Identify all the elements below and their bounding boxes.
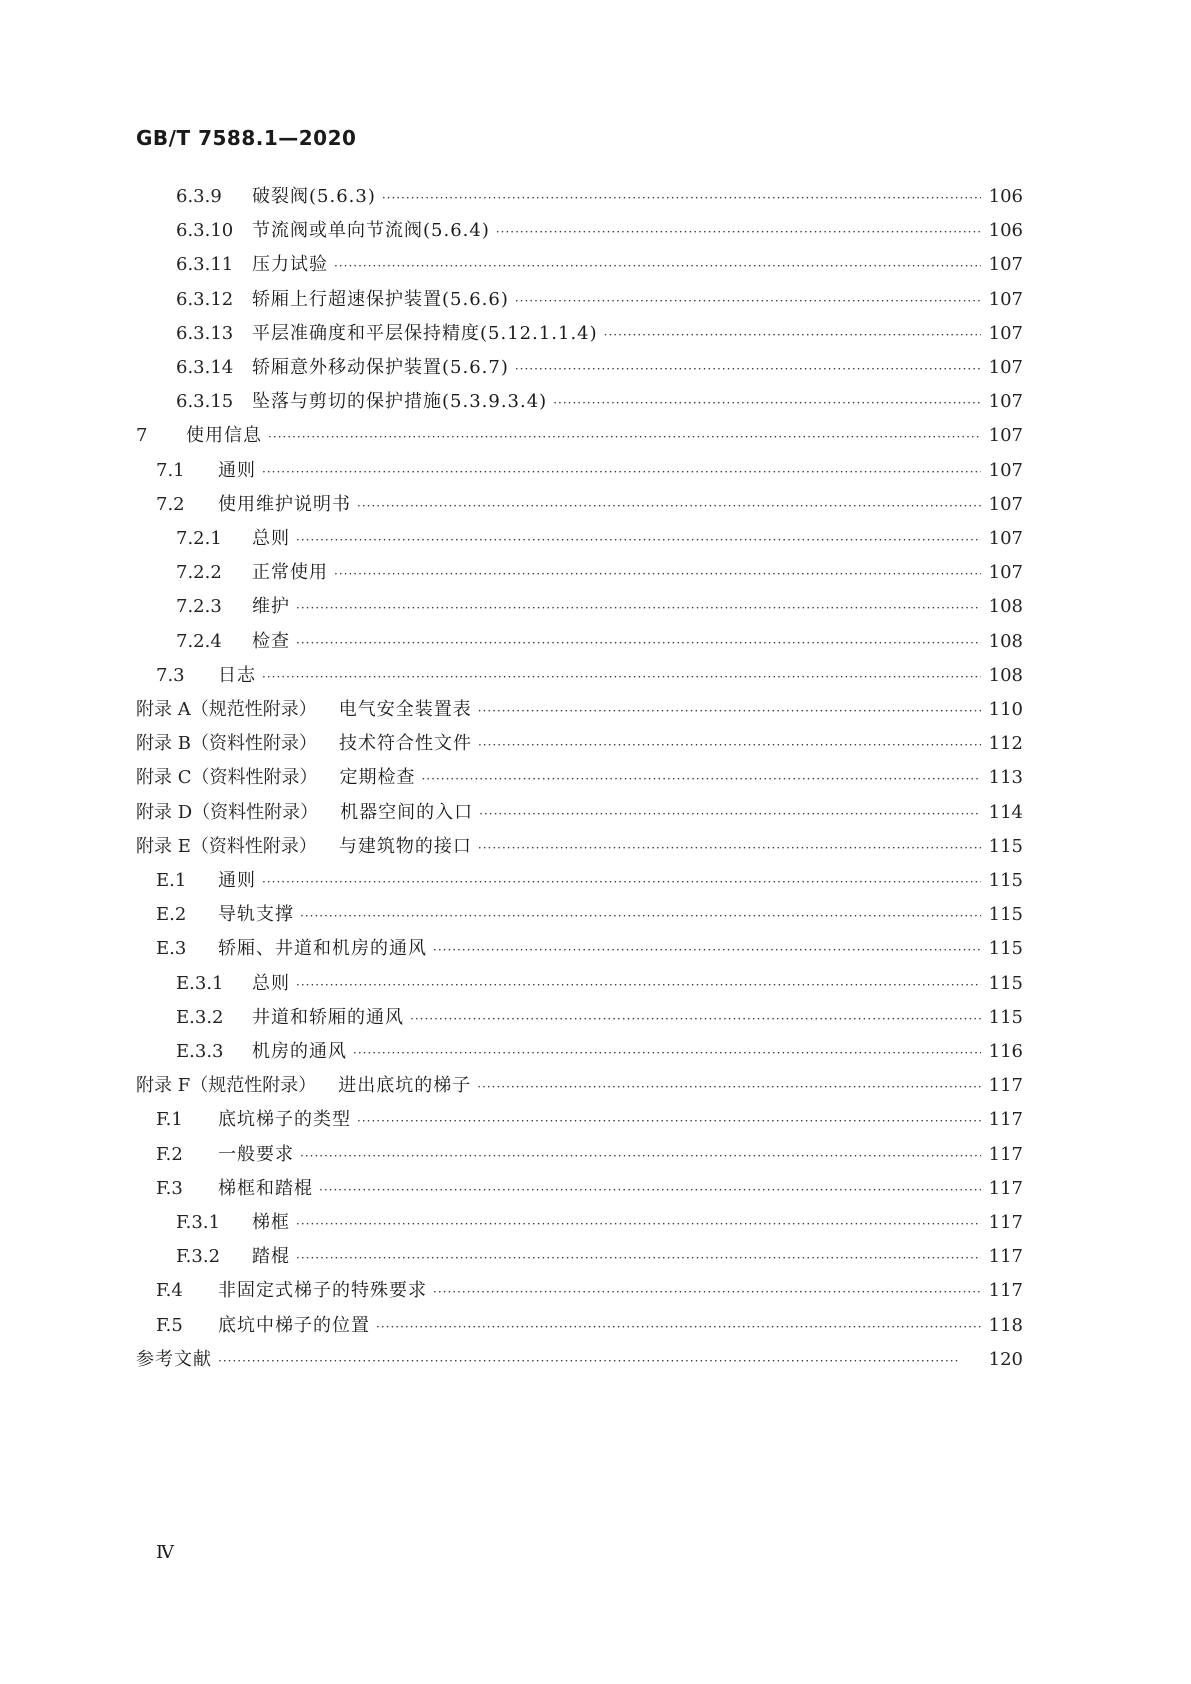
toc-entry[interactable]: [0, 316, 1191, 352]
toc-number: 6.3.13: [176, 322, 234, 344]
dot-leader: [422, 761, 982, 797]
dot-leader: [334, 556, 981, 592]
dot-leader: [296, 1240, 981, 1276]
toc-entry[interactable]: [0, 1000, 1191, 1036]
toc-title: 轿厢意外移动保护装置(5.6.7): [252, 357, 509, 378]
toc-page-number: 115: [988, 1006, 1023, 1028]
toc-entry[interactable]: [0, 384, 1191, 420]
toc-title: 坠落与剪切的保护措施(5.3.9.3.4): [252, 391, 548, 413]
toc-entry[interactable]: [0, 1308, 1191, 1344]
dot-leader: [300, 898, 981, 934]
toc-title: 维护: [252, 596, 290, 618]
toc-page-number: 107: [988, 562, 1023, 584]
dot-leader: [296, 967, 981, 1003]
toc-page-number: 114: [988, 801, 1023, 823]
toc-page-number: 110: [988, 699, 1023, 720]
toc-title: 总则: [252, 528, 290, 549]
toc-title: 电气安全装置表: [338, 699, 472, 720]
toc-entry[interactable]: [0, 1205, 1191, 1241]
toc-page-number: 117: [988, 1075, 1023, 1097]
toc-page-number: 117: [988, 1280, 1023, 1302]
toc-number: 7.1: [156, 459, 185, 481]
toc-entry[interactable]: [0, 213, 1191, 249]
toc-entry[interactable]: [0, 624, 1191, 660]
toc-page-number: 120: [988, 1348, 1023, 1370]
toc-entry[interactable]: [0, 1137, 1191, 1173]
dot-leader: [296, 522, 981, 558]
dot-leader: [478, 830, 981, 866]
dot-leader: [433, 1274, 981, 1310]
toc-page-number: 115: [988, 870, 1023, 891]
toc-title: 非固定式梯子的特殊要求: [218, 1280, 427, 1302]
toc-entry[interactable]: [0, 1342, 1191, 1378]
toc-number: F.4: [156, 1280, 183, 1302]
toc-title: 机器空间的入口: [340, 801, 474, 823]
dot-leader: [382, 180, 981, 216]
toc-number: 附录 B（资料性附录）: [136, 733, 317, 755]
toc-page-number: 115: [988, 904, 1023, 926]
toc-number: E.3.3: [176, 1041, 224, 1062]
toc-entry[interactable]: [0, 897, 1191, 933]
toc-entry[interactable]: [0, 1102, 1191, 1138]
toc-title: 压力试验: [252, 254, 328, 276]
toc-page-number: 106: [988, 186, 1023, 207]
toc-page-number: 107: [988, 391, 1023, 413]
dot-leader: [357, 1103, 981, 1139]
dot-leader: [296, 1206, 981, 1242]
toc-title: 踏棍: [252, 1246, 290, 1268]
toc-number: 7.2.1: [176, 528, 222, 549]
toc-entry[interactable]: [0, 1171, 1191, 1207]
toc-entry[interactable]: [0, 1034, 1191, 1070]
dot-leader: [478, 727, 981, 763]
toc-number: 6.3.15: [176, 391, 234, 413]
toc-page-number: 113: [988, 767, 1023, 789]
toc-page-number: 115: [988, 835, 1023, 857]
dot-leader: [218, 1343, 981, 1379]
dot-leader: [376, 1309, 981, 1345]
dot-leader: [319, 1172, 981, 1208]
toc-entry[interactable]: [0, 1273, 1191, 1309]
toc-entry[interactable]: [0, 931, 1191, 967]
toc-page-number: 117: [988, 1246, 1023, 1268]
toc-page-number: 108: [988, 630, 1023, 652]
toc-number: 附录 E（资料性附录）: [136, 835, 317, 857]
toc-number: F.3.1: [176, 1212, 221, 1233]
toc-page-number: 108: [988, 596, 1023, 618]
toc-title: 轿厢上行超速保护装置(5.6.6): [252, 288, 509, 310]
toc-number: E.3: [156, 938, 187, 960]
dot-leader: [553, 385, 981, 421]
toc-number: E.2: [156, 904, 187, 926]
toc-entry[interactable]: [0, 726, 1191, 762]
toc-entry[interactable]: [0, 829, 1191, 865]
toc-number: 附录 D（资料性附录）: [136, 801, 319, 823]
toc-page-number: 117: [988, 1109, 1023, 1131]
toc-page-number: 107: [988, 493, 1023, 515]
toc-title: 检查: [252, 630, 290, 652]
toc-title: 梯框: [252, 1212, 290, 1233]
toc-entry[interactable]: [0, 453, 1191, 489]
toc-number: 附录 C（资料性附录）: [136, 767, 318, 789]
toc-number: F.3: [156, 1177, 183, 1199]
toc-page-number: 108: [988, 664, 1023, 686]
toc-entry[interactable]: [0, 555, 1191, 591]
toc-title: 通则: [218, 459, 256, 481]
toc-number: F.3.2: [176, 1246, 221, 1268]
toc-number: 6.3.11: [176, 254, 234, 276]
dot-leader: [515, 283, 981, 319]
dot-leader: [477, 1069, 981, 1105]
toc-number: E.3.2: [176, 1006, 224, 1028]
toc-title: 一般要求: [218, 1143, 294, 1165]
dot-leader: [268, 419, 981, 455]
toc-title: 梯框和踏棍: [218, 1177, 313, 1199]
toc-page-number: 117: [988, 1177, 1023, 1199]
dot-leader: [410, 1001, 981, 1037]
dot-leader: [496, 214, 981, 250]
dot-leader: [262, 454, 981, 490]
toc-title: 技术符合性文件: [338, 733, 472, 755]
toc-number: F.5: [156, 1314, 183, 1336]
toc-title: 通则: [218, 870, 256, 891]
toc-entry[interactable]: [0, 760, 1191, 796]
toc-entry[interactable]: [0, 418, 1191, 454]
dot-leader: [353, 1035, 981, 1071]
toc-number: 6.3.12: [176, 288, 234, 310]
toc-number: 6.3.14: [176, 357, 234, 378]
toc-number: 7: [136, 425, 148, 447]
toc-page-number: 107: [988, 459, 1023, 481]
toc-page-number: 107: [988, 288, 1023, 310]
toc-entry[interactable]: [0, 863, 1191, 899]
toc-page-number: 117: [988, 1212, 1023, 1233]
toc-title: 使用信息: [186, 425, 262, 447]
toc-title: 底坑梯子的类型: [218, 1109, 351, 1131]
toc-number: 7.2.4: [176, 630, 222, 652]
toc-entry[interactable]: [0, 1068, 1191, 1104]
toc-page-number: 118: [988, 1314, 1023, 1336]
toc-title: 平层准确度和平层保持精度(5.12.1.1.4): [252, 322, 598, 344]
dot-leader: [262, 659, 981, 695]
dot-leader: [296, 625, 981, 661]
toc-page-number: 107: [988, 357, 1023, 378]
dot-leader: [334, 248, 981, 284]
dot-leader: [479, 796, 981, 832]
toc-entry[interactable]: [0, 282, 1191, 318]
toc-entry[interactable]: [0, 795, 1191, 831]
toc-page-number: 115: [988, 938, 1023, 960]
toc-number: 6.3.9: [176, 186, 222, 207]
toc-title: 节流阀或单向节流阀(5.6.4): [252, 220, 490, 242]
toc-entry[interactable]: [0, 1239, 1191, 1275]
toc-entry[interactable]: [0, 247, 1191, 283]
toc-number: 7.2.2: [176, 562, 222, 584]
toc-page-number: 107: [988, 528, 1023, 549]
toc-number: 6.3.10: [176, 220, 234, 242]
toc-number: 7.3: [156, 664, 185, 686]
toc-title: 轿厢、井道和机房的通风: [218, 938, 427, 960]
dot-leader: [357, 488, 981, 524]
toc-title: 使用维护说明书: [218, 493, 351, 515]
dot-leader: [300, 1138, 981, 1174]
dot-leader: [515, 351, 981, 387]
toc-number: 附录 F（规范性附录）: [136, 1075, 317, 1097]
toc-title: 破裂阀(5.6.3): [252, 186, 376, 207]
toc-number: E.3.1: [176, 972, 224, 994]
toc-page-number: 117: [988, 1143, 1023, 1165]
toc-title: 底坑中梯子的位置: [218, 1314, 370, 1336]
toc-entry[interactable]: [0, 350, 1191, 386]
toc-number: 附录 A（规范性附录）: [136, 699, 317, 720]
toc-page-number: 115: [988, 972, 1023, 994]
toc-entry[interactable]: [0, 589, 1191, 625]
toc-entry[interactable]: [0, 966, 1191, 1002]
toc-page-number: 107: [988, 254, 1023, 276]
toc-entry[interactable]: [0, 487, 1191, 523]
toc-page-number: 107: [988, 425, 1023, 447]
toc-entry[interactable]: [0, 692, 1191, 728]
toc-page-number: 116: [988, 1041, 1023, 1062]
toc-entry[interactable]: [0, 179, 1191, 215]
page-number: Ⅳ: [156, 1542, 174, 1563]
toc-number: E.1: [156, 870, 187, 891]
dot-leader: [296, 590, 981, 626]
toc-title: 定期检查: [339, 767, 416, 789]
dot-leader: [262, 864, 981, 900]
toc-number: F.1: [156, 1109, 183, 1131]
standard-number: GB/T 7588.1—2020: [136, 126, 357, 150]
toc-page-number: 112: [988, 733, 1023, 755]
toc-title: 日志: [218, 664, 256, 686]
dot-leader: [433, 932, 981, 968]
dot-leader: [478, 693, 981, 729]
toc-number: 7.2: [156, 493, 185, 515]
toc-page-number: 106: [988, 220, 1023, 242]
toc-title: 井道和轿厢的通风: [252, 1006, 404, 1028]
toc-number: 7.2.3: [176, 596, 222, 618]
toc-title: 总则: [252, 972, 290, 994]
toc-page-number: 107: [988, 322, 1023, 344]
toc-title: 正常使用: [252, 562, 328, 584]
toc-title: 与建筑物的接口: [338, 835, 472, 857]
toc-entry[interactable]: [0, 658, 1191, 694]
toc-number: F.2: [156, 1143, 183, 1165]
toc-title: 导轨支撑: [218, 904, 294, 926]
toc-entry[interactable]: [0, 521, 1191, 557]
toc-title: 进出底坑的梯子: [338, 1075, 472, 1097]
toc-title: 参考文献: [136, 1348, 212, 1370]
dot-leader: [604, 317, 981, 353]
toc-title: 机房的通风: [252, 1041, 347, 1062]
